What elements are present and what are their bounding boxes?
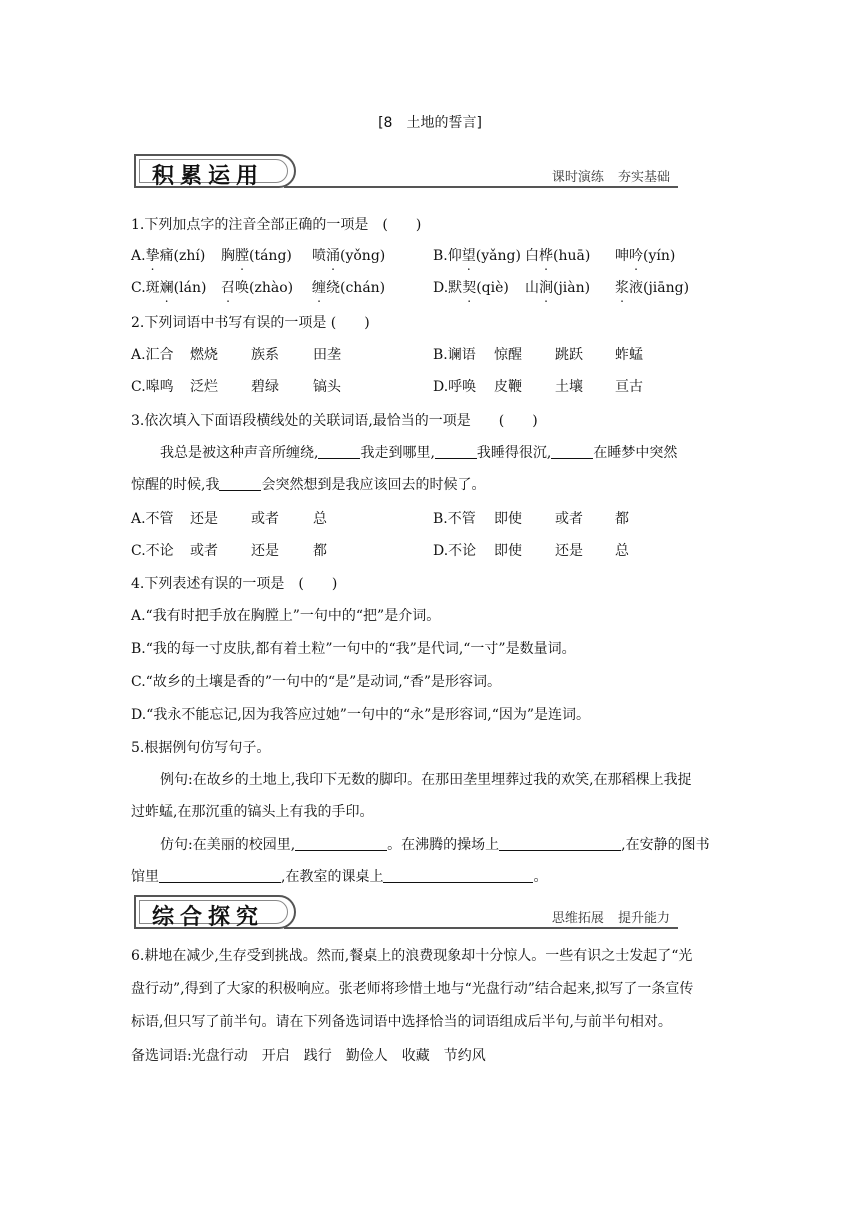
q1-stem: 1.下列加点字的注音全部正确的一项是 ( ) xyxy=(131,217,422,233)
q1-option-b-2: 白桦(huā) xyxy=(525,248,591,264)
q2-option-d-word: 亘古 xyxy=(615,379,643,395)
q2-option-c-word: 碧绿 xyxy=(251,379,279,395)
section-label: 综合探究 xyxy=(152,905,265,930)
q3-stem: 3.依次填入下面语段横线处的关联词语,最恰当的一项是 ( ) xyxy=(131,413,538,429)
q2-option-b: B.谰语 xyxy=(433,347,476,363)
q2-option-b-word: 跳跃 xyxy=(555,347,583,363)
q1-option-d-2: 山涧(jiàn) xyxy=(525,280,591,296)
q2-option-a-word: 燃烧 xyxy=(190,347,218,363)
q2-option-a-word: 族系 xyxy=(251,347,279,363)
q3-passage-line1: 我总是被这种声音所缠绕, 我走到哪里, 我睡得很沉, 在睡梦中突然 xyxy=(160,445,678,461)
q4-stem: 4.下列表述有误的一项是 ( ) xyxy=(131,576,338,592)
q1-option-c: C.斑斓(lán) xyxy=(131,280,207,296)
section-tag: 思维拓展 提升能力 xyxy=(551,911,670,926)
q3-option-a-word: 还是 xyxy=(190,511,218,527)
q4-option-d: D.“我永不能忘记,因为我答应过她”一句中的“永”是形容词,“因为”是连词。 xyxy=(131,707,591,723)
q3-option-b-word: 都 xyxy=(615,511,629,527)
q1-option-a-2: 胸膛(táng) xyxy=(221,248,292,264)
q3-option-c-word: 或者 xyxy=(190,543,218,559)
q3-option-a: A.不管 xyxy=(131,511,174,527)
q5-example-line2: 过蚱蜢,在那沉重的镐头上有我的手印。 xyxy=(131,804,374,820)
q1-option-d-3: 浆液(jiāng) xyxy=(615,280,690,296)
section-banner-accumulate xyxy=(134,154,678,194)
q5-example-line1: 例句:在故乡的土地上,我印下无数的脚印。在那田垄里埋葬过我的欢笑,在那稻棵上我捉 xyxy=(160,772,692,788)
q3-option-b-word: 或者 xyxy=(555,511,583,527)
section-banner-explore xyxy=(134,895,678,935)
q3-option-b: B.不管 xyxy=(433,511,476,527)
q3-option-b-word: 即使 xyxy=(494,511,522,527)
q6-line3: 标语,但只写了前半句。请在下列备选词语中选择恰当的词语组成后半句,与前半句相对。 xyxy=(131,1014,672,1030)
q3-option-d-word: 总 xyxy=(615,543,629,559)
q6-line1: 6.耕地在减少,生存受到挑战。然而,餐桌上的浪费现象却十分惊人。一些有识之士发起了“光 xyxy=(131,948,693,964)
q2-option-d-word: 土壤 xyxy=(555,379,583,395)
q3-option-c-word: 都 xyxy=(313,543,327,559)
q4-option-b: B.“我的每一寸皮肤,都有着土粒”一句中的“我”是代词,“一寸”是数量词。 xyxy=(131,641,576,657)
q5-imitate-line2: 馆里 ,在教室的课桌上 。 xyxy=(131,869,548,885)
q3-option-d: D.不论 xyxy=(433,543,477,559)
q3-passage-line2: 惊醒的时候,我 会突然想到是我应该回去的时候了。 xyxy=(131,477,486,493)
lesson-title: [8 土地的誓言] xyxy=(378,115,482,131)
q3-option-a-word: 总 xyxy=(313,511,327,527)
q2-option-d-word: 皮鞭 xyxy=(494,379,522,395)
q3-option-d-word: 还是 xyxy=(555,543,583,559)
q1-option-b-3: 呻吟(yín) xyxy=(615,248,676,264)
q2-stem: 2.下列词语中书写有误的一项是 ( ) xyxy=(131,315,370,331)
q5-stem: 5.根据例句仿写句子。 xyxy=(131,740,271,756)
q6-line2: 盘行动”,得到了大家的积极响应。张老师将珍惜土地与“光盘行动”结合起来,拟写了一条宣传 xyxy=(131,981,694,997)
section-tag: 课时演练 夯实基础 xyxy=(551,170,670,185)
q6-word-bank: 备选词语:光盘行动 开启 践行 勤俭人 收藏 节约风 xyxy=(131,1048,486,1064)
q3-option-c-word: 还是 xyxy=(251,543,279,559)
q3-option-a-word: 或者 xyxy=(251,511,279,527)
q2-option-c: C.嗥鸣 xyxy=(131,379,174,395)
q3-option-d-word: 即使 xyxy=(494,543,522,559)
q2-option-c-word: 镐头 xyxy=(313,379,341,395)
q2-option-b-word: 惊醒 xyxy=(494,347,522,363)
q1-option-c-3: 缠绕(chán) xyxy=(312,280,386,296)
q4-option-a: A.“我有时把手放在胸膛上”一句中的“把”是介词。 xyxy=(131,608,441,624)
q4-option-c: C.“故乡的土壤是香的”一句中的“是”是动词,“香”是形容词。 xyxy=(131,674,502,690)
q1-option-c-2: 召唤(zhào) xyxy=(221,280,294,296)
q3-option-c: C.不论 xyxy=(131,543,174,559)
q5-imitate-line1: 仿句:在美丽的校园里, 。在沸腾的操场上 ,在安静的图书 xyxy=(160,837,710,853)
q2-option-a: A.汇合 xyxy=(131,347,174,363)
q1-option-b: B.仰望(yǎng) xyxy=(433,248,521,264)
q2-option-c-word: 泛烂 xyxy=(190,379,218,395)
section-label: 积累运用 xyxy=(152,164,265,189)
q2-option-a-word: 田垄 xyxy=(313,347,341,363)
q2-option-b-word: 蚱蜢 xyxy=(615,347,643,363)
q1-option-a: A.挚痛(zhí) xyxy=(131,248,206,264)
q2-option-d: D.呼唤 xyxy=(433,379,477,395)
banner-pill xyxy=(134,154,296,188)
q1-option-a-3: 喷涌(yǒng) xyxy=(312,248,386,264)
q1-option-d: D.默契(qiè) xyxy=(433,280,509,296)
banner-pill xyxy=(134,895,296,929)
